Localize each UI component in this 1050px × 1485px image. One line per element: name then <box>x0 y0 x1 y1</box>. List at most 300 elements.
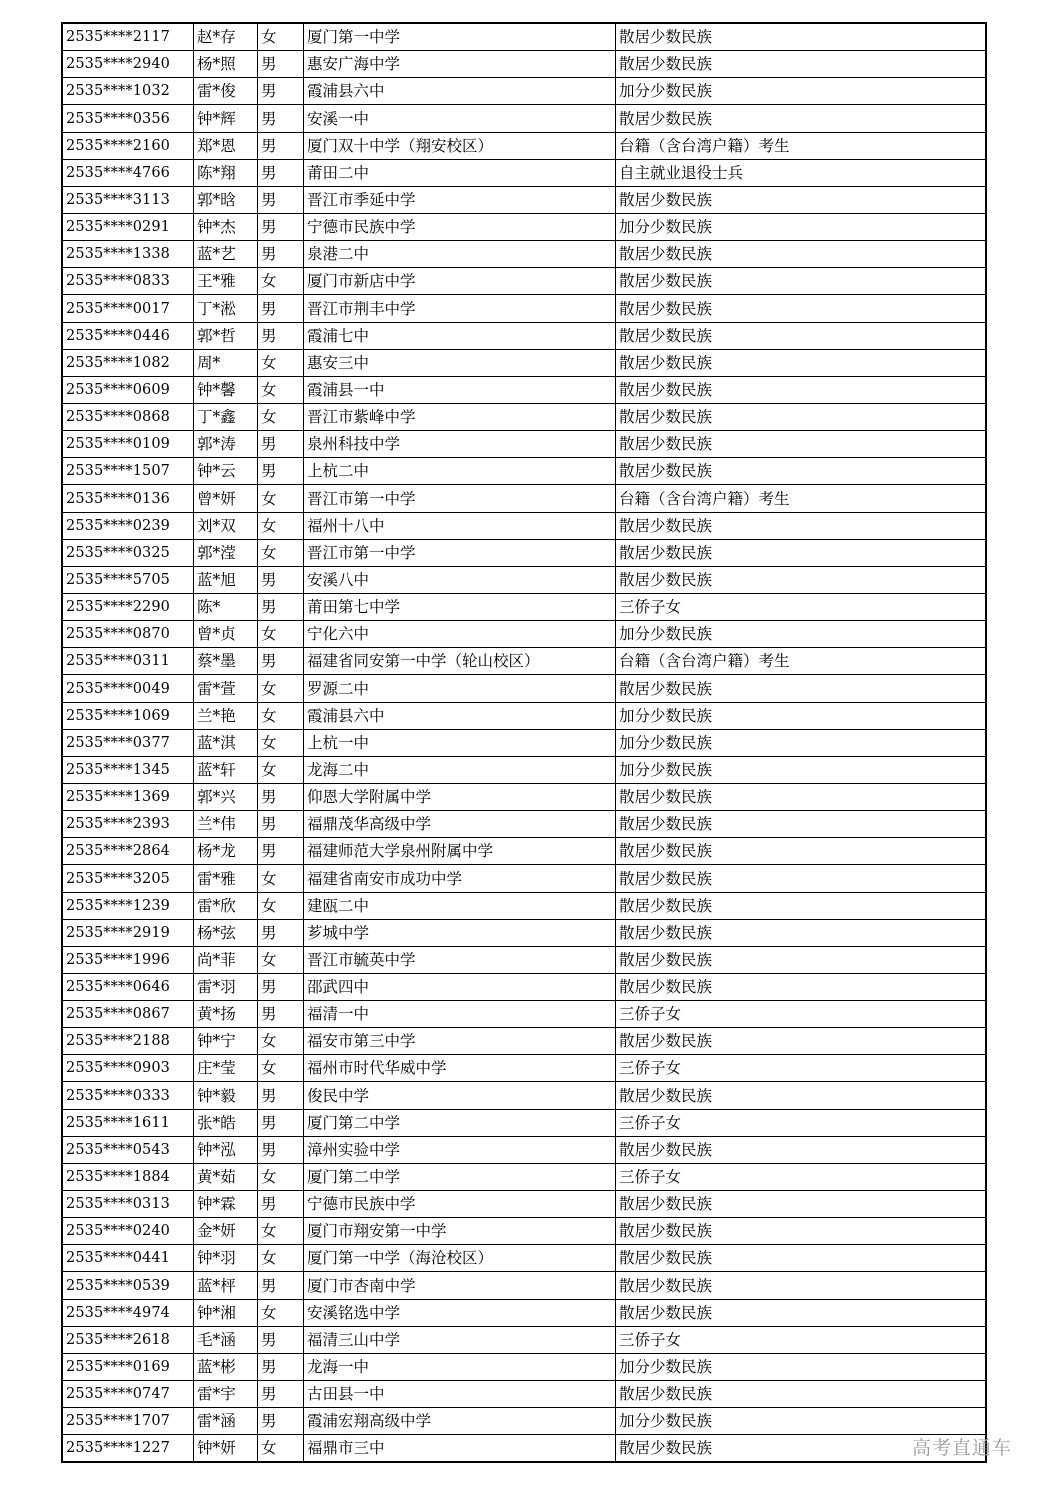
candidate-gender-cell: 男 <box>258 105 304 132</box>
candidate-id-cell: 2535****0325 <box>62 539 194 566</box>
candidate-name-cell: 金*妍 <box>194 1218 258 1245</box>
candidate-name-cell: 钟*毅 <box>194 1082 258 1109</box>
candidate-school-cell: 霞浦县六中 <box>304 78 616 105</box>
candidate-school-cell: 厦门第一中学 <box>304 23 616 51</box>
candidate-id-cell: 2535****1069 <box>62 702 194 729</box>
candidate-school-cell: 晋江市季延中学 <box>304 186 616 213</box>
candidate-gender-cell: 女 <box>258 1163 304 1190</box>
candidate-name-cell: 黄*茹 <box>194 1163 258 1190</box>
candidate-gender-cell: 男 <box>258 186 304 213</box>
table-row <box>62 621 986 648</box>
candidate-name-cell: 雷*羽 <box>194 973 258 1000</box>
table-row <box>62 431 986 458</box>
candidate-gender-cell: 男 <box>258 322 304 349</box>
candidate-id-cell: 2535****3205 <box>62 865 194 892</box>
candidate-gender-cell: 女 <box>258 729 304 756</box>
candidate-id-cell: 2535****0333 <box>62 1082 194 1109</box>
candidate-name-cell: 丁*鑫 <box>194 403 258 430</box>
candidate-school-cell: 安溪八中 <box>304 566 616 593</box>
candidate-gender-cell: 女 <box>258 376 304 403</box>
candidate-id-cell: 2535****1996 <box>62 946 194 973</box>
table-row <box>62 1028 986 1055</box>
candidate-name-cell: 雷*欣 <box>194 892 258 919</box>
candidate-school-cell: 建瓯二中 <box>304 892 616 919</box>
candidate-school-cell: 安溪一中 <box>304 105 616 132</box>
candidate-category-cell: 散居少数民族 <box>616 1218 987 1245</box>
candidate-id-cell: 2535****1507 <box>62 458 194 485</box>
candidate-school-cell: 莆田二中 <box>304 159 616 186</box>
candidate-category-cell: 散居少数民族 <box>616 946 987 973</box>
candidate-name-cell: 周* <box>194 349 258 376</box>
candidate-school-cell: 霞浦宏翔高级中学 <box>304 1408 616 1435</box>
table-row <box>62 729 986 756</box>
candidate-school-cell: 仰恩大学附属中学 <box>304 783 616 810</box>
candidate-id-cell: 2535****0311 <box>62 648 194 675</box>
candidate-category-cell: 散居少数民族 <box>616 1028 987 1055</box>
candidate-name-cell: 蓝*彬 <box>194 1353 258 1380</box>
candidate-gender-cell: 男 <box>258 648 304 675</box>
candidate-school-cell: 泉州科技中学 <box>304 431 616 458</box>
table-row <box>62 702 986 729</box>
candidate-category-cell: 散居少数民族 <box>616 51 987 78</box>
candidate-gender-cell: 女 <box>258 1028 304 1055</box>
candidate-gender-cell: 女 <box>258 403 304 430</box>
candidate-id-cell: 2535****2864 <box>62 838 194 865</box>
candidate-name-cell: 陈* <box>194 593 258 620</box>
candidate-name-cell: 蓝*艺 <box>194 241 258 268</box>
candidate-category-cell: 散居少数民族 <box>616 1435 987 1463</box>
candidate-school-cell: 宁德市民族中学 <box>304 1191 616 1218</box>
candidate-school-cell: 俊民中学 <box>304 1082 616 1109</box>
candidate-gender-cell: 男 <box>258 566 304 593</box>
table-row <box>62 1381 986 1408</box>
table-row <box>62 1163 986 1190</box>
watermark-text: 高考直通车 <box>912 1437 1013 1459</box>
candidate-id-cell: 2535****0446 <box>62 322 194 349</box>
candidate-name-cell: 钟*辉 <box>194 105 258 132</box>
candidate-table-body <box>62 23 986 1462</box>
candidate-category-cell: 散居少数民族 <box>616 973 987 1000</box>
candidate-name-cell: 兰*艳 <box>194 702 258 729</box>
candidate-id-cell: 2535****1369 <box>62 783 194 810</box>
candidate-id-cell: 2535****0377 <box>62 729 194 756</box>
candidate-school-cell: 上杭二中 <box>304 458 616 485</box>
candidate-school-cell: 晋江市紫峰中学 <box>304 403 616 430</box>
candidate-name-cell: 钟*霖 <box>194 1191 258 1218</box>
candidate-id-cell: 2535****2117 <box>62 23 194 51</box>
candidate-category-cell: 散居少数民族 <box>616 403 987 430</box>
candidate-id-cell: 2535****2919 <box>62 919 194 946</box>
candidate-id-cell: 2535****0867 <box>62 1001 194 1028</box>
candidate-name-cell: 雷*俊 <box>194 78 258 105</box>
table-row <box>62 1055 986 1082</box>
candidate-gender-cell: 男 <box>258 1408 304 1435</box>
candidate-category-cell: 加分少数民族 <box>616 756 987 783</box>
candidate-gender-cell: 女 <box>258 1218 304 1245</box>
table-row <box>62 892 986 919</box>
candidate-school-cell: 福鼎市三中 <box>304 1435 616 1463</box>
candidate-school-cell: 霞浦县六中 <box>304 702 616 729</box>
candidate-school-cell: 厦门市杏南中学 <box>304 1272 616 1299</box>
candidate-name-cell: 张*皓 <box>194 1109 258 1136</box>
candidate-school-cell: 厦门双十中学（翔安校区） <box>304 132 616 159</box>
candidate-id-cell: 2535****0313 <box>62 1191 194 1218</box>
candidate-category-cell: 散居少数民族 <box>616 539 987 566</box>
candidate-name-cell: 蓝*枰 <box>194 1272 258 1299</box>
candidate-gender-cell: 女 <box>258 349 304 376</box>
candidate-school-cell: 龙海一中 <box>304 1353 616 1380</box>
candidate-gender-cell: 女 <box>258 539 304 566</box>
candidate-gender-cell: 男 <box>258 159 304 186</box>
candidate-id-cell: 2535****0441 <box>62 1245 194 1272</box>
candidate-name-cell: 杨*照 <box>194 51 258 78</box>
candidate-category-cell: 散居少数民族 <box>616 512 987 539</box>
table-row <box>62 458 986 485</box>
candidate-name-cell: 蓝*淇 <box>194 729 258 756</box>
candidate-gender-cell: 女 <box>258 1055 304 1082</box>
table-row <box>62 132 986 159</box>
candidate-gender-cell: 女 <box>258 485 304 512</box>
candidate-id-cell: 2535****0833 <box>62 268 194 295</box>
candidate-id-cell: 2535****2393 <box>62 811 194 838</box>
candidate-name-cell: 钟*馨 <box>194 376 258 403</box>
candidate-school-cell: 泉港二中 <box>304 241 616 268</box>
candidate-school-cell: 晋江市第一中学 <box>304 539 616 566</box>
candidate-category-cell: 散居少数民族 <box>616 1381 987 1408</box>
candidate-name-cell: 蓝*旭 <box>194 566 258 593</box>
table-row <box>62 973 986 1000</box>
candidate-id-cell: 2535****0169 <box>62 1353 194 1380</box>
table-row <box>62 566 986 593</box>
candidate-id-cell: 2535****0109 <box>62 431 194 458</box>
candidate-category-cell: 散居少数民族 <box>616 811 987 838</box>
candidate-id-cell: 2535****0543 <box>62 1136 194 1163</box>
table-row <box>62 811 986 838</box>
table-row <box>62 213 986 240</box>
candidate-category-cell: 散居少数民族 <box>616 892 987 919</box>
candidate-category-cell: 散居少数民族 <box>616 186 987 213</box>
candidate-name-cell: 钟*杰 <box>194 213 258 240</box>
table-row <box>62 838 986 865</box>
table-row <box>62 322 986 349</box>
table-row <box>62 485 986 512</box>
candidate-category-cell: 散居少数民族 <box>616 1191 987 1218</box>
candidate-school-cell: 漳州实验中学 <box>304 1136 616 1163</box>
candidate-id-cell: 2535****0609 <box>62 376 194 403</box>
candidate-category-cell: 加分少数民族 <box>616 213 987 240</box>
candidate-category-cell: 台籍（含台湾户籍）考生 <box>616 485 987 512</box>
candidate-name-cell: 钟*宁 <box>194 1028 258 1055</box>
candidate-id-cell: 2535****0017 <box>62 295 194 322</box>
candidate-school-cell: 邵武四中 <box>304 973 616 1000</box>
candidate-school-cell: 厦门第二中学 <box>304 1109 616 1136</box>
table-row <box>62 23 986 51</box>
candidate-gender-cell: 男 <box>258 295 304 322</box>
candidate-name-cell: 郭*晗 <box>194 186 258 213</box>
candidate-id-cell: 2535****0356 <box>62 105 194 132</box>
candidate-name-cell: 尚*菲 <box>194 946 258 973</box>
candidate-category-cell: 散居少数民族 <box>616 838 987 865</box>
table-row <box>62 1435 986 1463</box>
table-row <box>62 648 986 675</box>
candidate-id-cell: 2535****0903 <box>62 1055 194 1082</box>
candidate-category-cell: 散居少数民族 <box>616 105 987 132</box>
table-row <box>62 512 986 539</box>
candidate-gender-cell: 男 <box>258 241 304 268</box>
candidate-id-cell: 2535****3113 <box>62 186 194 213</box>
candidate-gender-cell: 男 <box>258 431 304 458</box>
candidate-category-cell: 三侨子女 <box>616 593 987 620</box>
table-row <box>62 946 986 973</box>
candidate-name-cell: 赵*存 <box>194 23 258 51</box>
candidate-school-cell: 福清三山中学 <box>304 1326 616 1353</box>
candidate-name-cell: 郑*恩 <box>194 132 258 159</box>
candidate-name-cell: 毛*涵 <box>194 1326 258 1353</box>
candidate-name-cell: 杨*弦 <box>194 919 258 946</box>
candidate-name-cell: 钟*湘 <box>194 1299 258 1326</box>
candidate-school-cell: 厦门市翔安第一中学 <box>304 1218 616 1245</box>
candidate-name-cell: 雷*宇 <box>194 1381 258 1408</box>
candidate-school-cell: 福建省同安第一中学（轮山校区） <box>304 648 616 675</box>
table-row <box>62 919 986 946</box>
candidate-category-cell: 散居少数民族 <box>616 1082 987 1109</box>
candidate-name-cell: 陈*翔 <box>194 159 258 186</box>
table-row <box>62 78 986 105</box>
candidate-school-cell: 厦门第二中学 <box>304 1163 616 1190</box>
table-row <box>62 349 986 376</box>
candidate-category-cell: 散居少数民族 <box>616 268 987 295</box>
candidate-gender-cell: 男 <box>258 1136 304 1163</box>
candidate-category-cell: 自主就业退役士兵 <box>616 159 987 186</box>
candidate-category-cell: 散居少数民族 <box>616 322 987 349</box>
candidate-category-cell: 散居少数民族 <box>616 241 987 268</box>
candidate-category-cell: 台籍（含台湾户籍）考生 <box>616 132 987 159</box>
candidate-gender-cell: 女 <box>258 865 304 892</box>
candidate-school-cell: 福鼎茂华高级中学 <box>304 811 616 838</box>
candidate-gender-cell: 女 <box>258 23 304 51</box>
candidate-gender-cell: 男 <box>258 1109 304 1136</box>
candidate-id-cell: 2535****1082 <box>62 349 194 376</box>
candidate-name-cell: 郭*滢 <box>194 539 258 566</box>
candidate-category-cell: 加分少数民族 <box>616 78 987 105</box>
candidate-name-cell: 蓝*轩 <box>194 756 258 783</box>
candidate-school-cell: 福建省南安市成功中学 <box>304 865 616 892</box>
table-row <box>62 539 986 566</box>
table-row <box>62 783 986 810</box>
candidate-school-cell: 福州市时代华威中学 <box>304 1055 616 1082</box>
table-row <box>62 1082 986 1109</box>
candidate-gender-cell: 女 <box>258 675 304 702</box>
candidate-category-cell: 台籍（含台湾户籍）考生 <box>616 648 987 675</box>
candidate-name-cell: 刘*双 <box>194 512 258 539</box>
candidate-id-cell: 2535****1032 <box>62 78 194 105</box>
candidate-gender-cell: 男 <box>258 1191 304 1218</box>
candidate-school-cell: 上杭一中 <box>304 729 616 756</box>
candidate-school-cell: 厦门市新店中学 <box>304 268 616 295</box>
candidate-name-cell: 雷*涵 <box>194 1408 258 1435</box>
candidate-name-cell: 钟*云 <box>194 458 258 485</box>
candidate-school-cell: 惠安广海中学 <box>304 51 616 78</box>
candidate-id-cell: 2535****1884 <box>62 1163 194 1190</box>
candidate-category-cell: 散居少数民族 <box>616 458 987 485</box>
candidate-name-cell: 郭*兴 <box>194 783 258 810</box>
candidate-name-cell: 兰*伟 <box>194 811 258 838</box>
table-row <box>62 1191 986 1218</box>
candidate-id-cell: 2535****2618 <box>62 1326 194 1353</box>
candidate-category-cell: 散居少数民族 <box>616 295 987 322</box>
candidate-gender-cell: 男 <box>258 1001 304 1028</box>
candidate-category-cell: 散居少数民族 <box>616 1245 987 1272</box>
candidate-category-cell: 加分少数民族 <box>616 621 987 648</box>
candidate-id-cell: 2535****4766 <box>62 159 194 186</box>
table-row <box>62 593 986 620</box>
candidate-gender-cell: 男 <box>258 132 304 159</box>
candidate-gender-cell: 女 <box>258 1245 304 1272</box>
candidate-id-cell: 2535****1611 <box>62 1109 194 1136</box>
candidate-id-cell: 2535****0747 <box>62 1381 194 1408</box>
candidate-category-cell: 三侨子女 <box>616 1001 987 1028</box>
candidate-school-cell: 宁化六中 <box>304 621 616 648</box>
candidate-gender-cell: 男 <box>258 593 304 620</box>
candidate-id-cell: 2535****4974 <box>62 1299 194 1326</box>
candidate-gender-cell: 男 <box>258 1353 304 1380</box>
table-row <box>62 1109 986 1136</box>
candidate-category-cell: 加分少数民族 <box>616 729 987 756</box>
table-row <box>62 675 986 702</box>
candidate-gender-cell: 男 <box>258 783 304 810</box>
candidate-school-cell: 福清一中 <box>304 1001 616 1028</box>
candidate-school-cell: 惠安三中 <box>304 349 616 376</box>
candidate-school-cell: 晋江市第一中学 <box>304 485 616 512</box>
candidate-gender-cell: 女 <box>258 512 304 539</box>
candidate-category-cell: 加分少数民族 <box>616 1353 987 1380</box>
table-row <box>62 403 986 430</box>
candidate-gender-cell: 女 <box>258 702 304 729</box>
candidate-name-cell: 郭*哲 <box>194 322 258 349</box>
table-row <box>62 1353 986 1380</box>
candidate-name-cell: 郭*涛 <box>194 431 258 458</box>
candidate-category-cell: 三侨子女 <box>616 1109 987 1136</box>
candidate-id-cell: 2535****1338 <box>62 241 194 268</box>
candidate-category-cell: 散居少数民族 <box>616 919 987 946</box>
table-row <box>62 1272 986 1299</box>
candidate-gender-cell: 男 <box>258 51 304 78</box>
candidate-school-cell: 安溪铭选中学 <box>304 1299 616 1326</box>
candidate-school-cell: 龙海二中 <box>304 756 616 783</box>
candidate-school-cell: 芗城中学 <box>304 919 616 946</box>
candidate-category-cell: 散居少数民族 <box>616 349 987 376</box>
candidate-id-cell: 2535****5705 <box>62 566 194 593</box>
table-row <box>62 268 986 295</box>
table-row <box>62 186 986 213</box>
candidate-school-cell: 罗源二中 <box>304 675 616 702</box>
table-row <box>62 1299 986 1326</box>
candidate-school-cell: 霞浦七中 <box>304 322 616 349</box>
table-row <box>62 1001 986 1028</box>
table-row <box>62 376 986 403</box>
candidate-name-cell: 丁*淞 <box>194 295 258 322</box>
candidate-table <box>61 22 987 1463</box>
candidate-id-cell: 2535****1345 <box>62 756 194 783</box>
candidate-gender-cell: 女 <box>258 1299 304 1326</box>
table-row <box>62 241 986 268</box>
table-row <box>62 159 986 186</box>
candidate-id-cell: 2535****1239 <box>62 892 194 919</box>
candidate-name-cell: 钟*羽 <box>194 1245 258 1272</box>
candidate-category-cell: 散居少数民族 <box>616 376 987 403</box>
candidate-id-cell: 2535****1707 <box>62 1408 194 1435</box>
candidate-name-cell: 钟*妍 <box>194 1435 258 1463</box>
candidate-gender-cell: 男 <box>258 1326 304 1353</box>
candidate-name-cell: 雷*雅 <box>194 865 258 892</box>
candidate-category-cell: 散居少数民族 <box>616 1299 987 1326</box>
candidate-category-cell: 三侨子女 <box>616 1163 987 1190</box>
candidate-id-cell: 2535****0868 <box>62 403 194 430</box>
candidate-category-cell: 散居少数民族 <box>616 566 987 593</box>
table-row <box>62 295 986 322</box>
candidate-category-cell: 散居少数民族 <box>616 1136 987 1163</box>
candidate-category-cell: 散居少数民族 <box>616 865 987 892</box>
table-row <box>62 756 986 783</box>
candidate-school-cell: 厦门第一中学（海沧校区） <box>304 1245 616 1272</box>
candidate-id-cell: 2535****0870 <box>62 621 194 648</box>
candidate-category-cell: 散居少数民族 <box>616 1272 987 1299</box>
candidate-school-cell: 晋江市荆丰中学 <box>304 295 616 322</box>
table-row <box>62 1408 986 1435</box>
candidate-gender-cell: 男 <box>258 838 304 865</box>
candidate-gender-cell: 男 <box>258 919 304 946</box>
candidate-school-cell: 晋江市毓英中学 <box>304 946 616 973</box>
candidate-gender-cell: 男 <box>258 1082 304 1109</box>
candidate-school-cell: 福建师范大学泉州附属中学 <box>304 838 616 865</box>
candidate-gender-cell: 女 <box>258 621 304 648</box>
candidate-school-cell: 莆田第七中学 <box>304 593 616 620</box>
candidate-category-cell: 加分少数民族 <box>616 702 987 729</box>
candidate-category-cell: 加分少数民族 <box>616 1408 987 1435</box>
candidate-id-cell: 2535****0049 <box>62 675 194 702</box>
candidate-id-cell: 2535****0239 <box>62 512 194 539</box>
candidate-id-cell: 2535****2940 <box>62 51 194 78</box>
table-row <box>62 1136 986 1163</box>
candidate-name-cell: 蔡*墨 <box>194 648 258 675</box>
candidate-id-cell: 2535****0646 <box>62 973 194 1000</box>
candidate-gender-cell: 女 <box>258 892 304 919</box>
table-row <box>62 1245 986 1272</box>
candidate-gender-cell: 女 <box>258 756 304 783</box>
candidate-school-cell: 宁德市民族中学 <box>304 213 616 240</box>
candidate-name-cell: 雷*萱 <box>194 675 258 702</box>
candidate-school-cell: 古田县一中 <box>304 1381 616 1408</box>
candidate-category-cell: 散居少数民族 <box>616 783 987 810</box>
candidate-name-cell: 黄*扬 <box>194 1001 258 1028</box>
candidate-gender-cell: 男 <box>258 973 304 1000</box>
candidate-name-cell: 王*雅 <box>194 268 258 295</box>
candidate-category-cell: 散居少数民族 <box>616 675 987 702</box>
candidate-name-cell: 钟*泓 <box>194 1136 258 1163</box>
candidate-id-cell: 2535****1227 <box>62 1435 194 1463</box>
candidate-gender-cell: 男 <box>258 1381 304 1408</box>
table-row <box>62 105 986 132</box>
table-row <box>62 1218 986 1245</box>
table-row <box>62 1326 986 1353</box>
candidate-gender-cell: 男 <box>258 811 304 838</box>
candidate-gender-cell: 男 <box>258 78 304 105</box>
candidate-id-cell: 2535****2160 <box>62 132 194 159</box>
candidate-category-cell: 三侨子女 <box>616 1055 987 1082</box>
candidate-school-cell: 福安市第三中学 <box>304 1028 616 1055</box>
candidate-id-cell: 2535****2188 <box>62 1028 194 1055</box>
candidate-id-cell: 2535****0291 <box>62 213 194 240</box>
